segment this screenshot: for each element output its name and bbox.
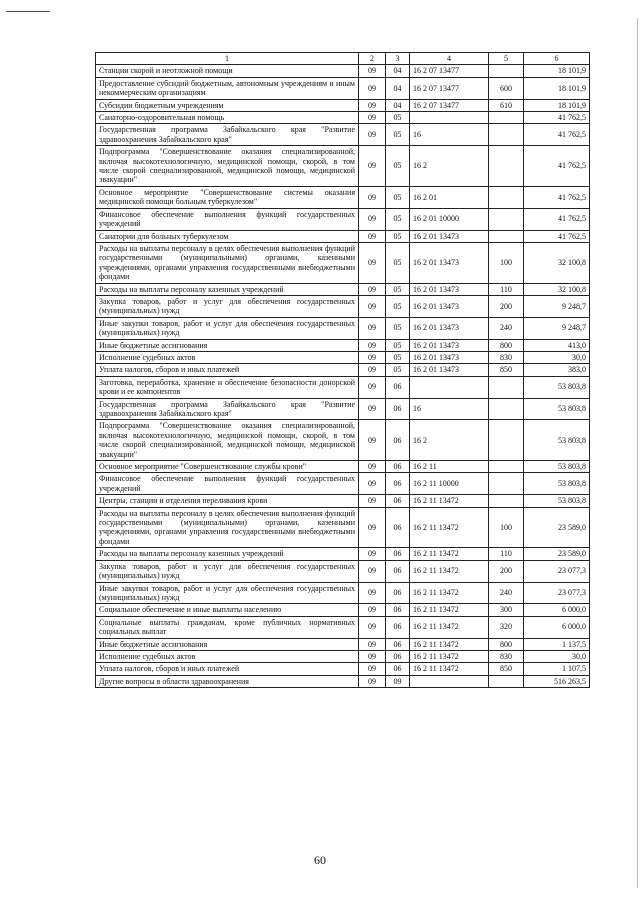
section-code: 09 — [359, 317, 386, 339]
target-article-code: 16 2 01 13473 — [410, 242, 489, 283]
section-code: 09 — [359, 283, 386, 295]
row-name: Расходы на выплаты персоналу в целях обеспечения выполнения функций государственными (муниципальными) органами, казенными учреждениями, органами управления государственными внебюджетными фондами — [96, 242, 359, 283]
row-name: Социальные выплаты гражданам, кроме публичных нормативных социальных выплат — [96, 616, 359, 638]
expense-type-code — [489, 65, 524, 77]
table-row — [96, 295, 590, 317]
subsection-code: 05 — [386, 230, 410, 242]
subsection-code: 05 — [386, 124, 410, 146]
table-row — [96, 616, 590, 638]
subsection-code: 06 — [386, 663, 410, 675]
section-code: 09 — [359, 461, 386, 473]
target-article-code — [410, 376, 489, 398]
expense-type-code: 110 — [489, 548, 524, 560]
subsection-code: 05 — [386, 339, 410, 351]
subsection-code: 06 — [386, 398, 410, 420]
target-article-code — [410, 675, 489, 687]
table-row — [96, 507, 590, 548]
table-row — [96, 351, 590, 363]
subsection-code: 06 — [386, 507, 410, 548]
target-article-code: 16 2 11 — [410, 461, 489, 473]
table-row — [96, 339, 590, 351]
section-code: 09 — [359, 230, 386, 242]
expense-type-code: 100 — [489, 242, 524, 283]
section-code: 09 — [359, 638, 386, 650]
row-name: Основное мероприятие "Совершенствование системы оказания медицинской помощи больным туберкулезом" — [96, 186, 359, 208]
section-code: 09 — [359, 616, 386, 638]
budget-table — [95, 52, 590, 688]
table-row — [96, 675, 590, 687]
table-row — [96, 420, 590, 461]
target-article-code: 16 — [410, 124, 489, 146]
table-row — [96, 548, 590, 560]
amount: 1 107,5 — [524, 663, 590, 675]
row-name: Иные закупки товаров, работ и услуг для обеспечения государственных (муниципальных) нужд — [96, 317, 359, 339]
expense-type-code — [489, 146, 524, 187]
row-name: Государственная программа Забайкальского края "Развитие здравоохранения Забайкальского края" — [96, 398, 359, 420]
section-code: 09 — [359, 376, 386, 398]
column-number: 3 — [386, 53, 410, 65]
expense-type-code — [489, 112, 524, 124]
amount: 23 589,0 — [524, 507, 590, 548]
target-article-code: 16 2 01 10000 — [410, 208, 489, 230]
amount: 41 762,5 — [524, 146, 590, 187]
table-row — [96, 461, 590, 473]
expense-type-code — [489, 230, 524, 242]
amount: 23 077,3 — [524, 560, 590, 582]
row-name: Закупка товаров, работ и услуг для обеспечения государственных (муниципальных) нужд — [96, 560, 359, 582]
target-article-code: 16 2 07 13477 — [410, 77, 489, 99]
scan-edge — [637, 18, 638, 888]
row-name: Уплата налогов, сборов и иных платежей — [96, 364, 359, 376]
target-article-code: 16 2 11 13472 — [410, 650, 489, 662]
row-name: Уплата налогов, сборов и иных платежей — [96, 663, 359, 675]
row-name: Закупка товаров, работ и услуг для обеспечения государственных (муниципальных) нужд — [96, 295, 359, 317]
page-number: 60 — [314, 853, 326, 867]
section-code: 09 — [359, 650, 386, 662]
table-row — [96, 99, 590, 111]
row-name: Финансовое обеспечение выполнения функций государственных учреждений — [96, 473, 359, 495]
section-code: 09 — [359, 112, 386, 124]
amount: 53 803,8 — [524, 376, 590, 398]
expense-type-code: 850 — [489, 663, 524, 675]
target-article-code: 16 2 11 13472 — [410, 548, 489, 560]
table-row — [96, 186, 590, 208]
subsection-code: 06 — [386, 616, 410, 638]
row-name: Санатории для больных туберкулезом — [96, 230, 359, 242]
table-row — [96, 230, 590, 242]
expense-type-code — [489, 420, 524, 461]
expense-type-code: 300 — [489, 604, 524, 616]
table-row — [96, 376, 590, 398]
amount: 32 100,8 — [524, 242, 590, 283]
row-name: Центры, станции и отделения переливания крови — [96, 495, 359, 507]
target-article-code: 16 2 11 13472 — [410, 616, 489, 638]
section-code: 09 — [359, 420, 386, 461]
expense-type-code — [489, 208, 524, 230]
amount: 41 762,5 — [524, 124, 590, 146]
row-name: Подпрограмма "Совершенствование оказания специализированной, включая высокотехнологичную, медицинской помощи, скорой, в том числе скорой специализированной, медицинской помощи, медицинской эвакуации" — [96, 420, 359, 461]
subsection-code: 06 — [386, 461, 410, 473]
table-row — [96, 473, 590, 495]
amount: 53 803,8 — [524, 495, 590, 507]
expense-type-code: 110 — [489, 283, 524, 295]
target-article-code — [410, 112, 489, 124]
target-article-code: 16 2 11 13472 — [410, 638, 489, 650]
row-name: Социальное обеспечение и иные выплаты населению — [96, 604, 359, 616]
row-name: Иные бюджетные ассигнования — [96, 638, 359, 650]
section-code: 09 — [359, 99, 386, 111]
expense-type-code: 600 — [489, 77, 524, 99]
subsection-code: 05 — [386, 351, 410, 363]
section-code: 09 — [359, 604, 386, 616]
subsection-code: 05 — [386, 146, 410, 187]
expense-type-code — [489, 376, 524, 398]
expense-type-code — [489, 186, 524, 208]
subsection-code: 04 — [386, 99, 410, 111]
subsection-code: 05 — [386, 112, 410, 124]
expense-type-code: 830 — [489, 650, 524, 662]
section-code: 09 — [359, 663, 386, 675]
expense-type-code: 320 — [489, 616, 524, 638]
row-name: Санаторно-оздоровительная помощь — [96, 112, 359, 124]
target-article-code: 16 2 07 13477 — [410, 99, 489, 111]
target-article-code: 16 2 11 13472 — [410, 663, 489, 675]
expense-type-code: 610 — [489, 99, 524, 111]
expense-type-code: 200 — [489, 295, 524, 317]
target-article-code: 16 2 11 10000 — [410, 473, 489, 495]
table-row — [96, 242, 590, 283]
amount: 41 762,5 — [524, 112, 590, 124]
amount: 23 077,3 — [524, 582, 590, 604]
target-article-code: 16 2 01 13473 — [410, 351, 489, 363]
table-row — [96, 398, 590, 420]
target-article-code: 16 2 01 13473 — [410, 283, 489, 295]
section-code: 09 — [359, 242, 386, 283]
amount: 9 248,7 — [524, 317, 590, 339]
table-row — [96, 495, 590, 507]
amount: 6 000,0 — [524, 616, 590, 638]
target-article-code: 16 2 01 — [410, 186, 489, 208]
target-article-code: 16 2 01 13473 — [410, 339, 489, 351]
expense-type-code: 200 — [489, 560, 524, 582]
subsection-code: 05 — [386, 364, 410, 376]
row-name: Иные закупки товаров, работ и услуг для обеспечения государственных (муниципальных) нужд — [96, 582, 359, 604]
section-code: 09 — [359, 295, 386, 317]
expense-type-code: 240 — [489, 582, 524, 604]
table-row — [96, 638, 590, 650]
section-code: 09 — [359, 675, 386, 687]
subsection-code: 06 — [386, 560, 410, 582]
table-row — [96, 124, 590, 146]
amount: 32 100,8 — [524, 283, 590, 295]
amount: 9 248,7 — [524, 295, 590, 317]
expense-type-code: 800 — [489, 339, 524, 351]
row-name: Подпрограмма "Совершенствование оказания специализированной, включая высокотехнологичную, медицинской помощи, скорой, в том числе скорой специализированной, медицинской помощи, медицинской эвакуации" — [96, 146, 359, 187]
amount: 53 803,8 — [524, 461, 590, 473]
row-name: Основное мероприятие "Совершенствование службы крови" — [96, 461, 359, 473]
target-article-code: 16 2 01 13473 — [410, 364, 489, 376]
subsection-code: 06 — [386, 650, 410, 662]
table-row — [96, 604, 590, 616]
amount: 53 803,8 — [524, 420, 590, 461]
expense-type-code — [489, 124, 524, 146]
row-name: Расходы на выплаты персоналу казенных учреждений — [96, 548, 359, 560]
column-number: 2 — [359, 53, 386, 65]
subsection-code: 05 — [386, 317, 410, 339]
expense-type-code — [489, 473, 524, 495]
amount: 18 101,9 — [524, 65, 590, 77]
target-article-code: 16 2 01 13473 — [410, 317, 489, 339]
section-code: 09 — [359, 582, 386, 604]
top-rule — [6, 11, 50, 12]
amount: 18 101,9 — [524, 77, 590, 99]
table-row — [96, 283, 590, 295]
subsection-code: 06 — [386, 473, 410, 495]
target-article-code: 16 2 — [410, 146, 489, 187]
amount: 1 137,5 — [524, 638, 590, 650]
expense-type-code — [489, 461, 524, 473]
section-code: 09 — [359, 351, 386, 363]
section-code: 09 — [359, 186, 386, 208]
amount: 18 101,9 — [524, 99, 590, 111]
expense-type-code: 850 — [489, 364, 524, 376]
subsection-code: 06 — [386, 420, 410, 461]
amount: 413,0 — [524, 339, 590, 351]
amount: 23 589,0 — [524, 548, 590, 560]
table-row — [96, 560, 590, 582]
table-row — [96, 146, 590, 187]
subsection-code: 09 — [386, 675, 410, 687]
subsection-code: 05 — [386, 242, 410, 283]
target-article-code: 16 2 07 13477 — [410, 65, 489, 77]
table-row — [96, 77, 590, 99]
amount: 383,0 — [524, 364, 590, 376]
table-row — [96, 65, 590, 77]
row-name: Исполнение судебных актов — [96, 351, 359, 363]
expense-type-code: 100 — [489, 507, 524, 548]
target-article-code: 16 2 11 13472 — [410, 560, 489, 582]
subsection-code: 06 — [386, 638, 410, 650]
target-article-code: 16 2 11 13472 — [410, 495, 489, 507]
subsection-code: 06 — [386, 376, 410, 398]
section-code: 09 — [359, 473, 386, 495]
column-number: 6 — [524, 53, 590, 65]
table-row — [96, 112, 590, 124]
section-code: 09 — [359, 65, 386, 77]
column-number-row — [96, 53, 590, 65]
expense-type-code — [489, 675, 524, 687]
target-article-code: 16 2 11 13472 — [410, 582, 489, 604]
target-article-code: 16 — [410, 398, 489, 420]
expense-type-code: 830 — [489, 351, 524, 363]
row-name: Расходы на выплаты персоналу в целях обеспечения выполнения функций государственными (муниципальными) органами, казенными учреждениями, органами управления государственными внебюджетными фондами — [96, 507, 359, 548]
table-row — [96, 650, 590, 662]
subsection-code: 06 — [386, 548, 410, 560]
target-article-code: 16 2 01 13473 — [410, 295, 489, 317]
column-number: 5 — [489, 53, 524, 65]
subsection-code: 04 — [386, 65, 410, 77]
expense-type-code: 240 — [489, 317, 524, 339]
row-name: Иные бюджетные ассигнования — [96, 339, 359, 351]
section-code: 09 — [359, 77, 386, 99]
amount: 53 803,8 — [524, 473, 590, 495]
row-name: Расходы на выплаты персоналу казенных учреждений — [96, 283, 359, 295]
section-code: 09 — [359, 364, 386, 376]
section-code: 09 — [359, 124, 386, 146]
subsection-code: 06 — [386, 604, 410, 616]
row-name: Заготовка, переработка, хранение и обеспечение безопасности донорской крови и ее компонентов — [96, 376, 359, 398]
row-name: Исполнение судебных актов — [96, 650, 359, 662]
section-code: 09 — [359, 548, 386, 560]
subsection-code: 05 — [386, 186, 410, 208]
target-article-code: 16 2 01 13473 — [410, 230, 489, 242]
section-code: 09 — [359, 507, 386, 548]
table-row — [96, 663, 590, 675]
amount: 53 803,8 — [524, 398, 590, 420]
amount: 41 762,5 — [524, 208, 590, 230]
subsection-code: 04 — [386, 77, 410, 99]
section-code: 09 — [359, 560, 386, 582]
subsection-code: 06 — [386, 582, 410, 604]
row-name: Предоставление субсидий бюджетным, автономным учреждениям и иным некоммерческим организациям — [96, 77, 359, 99]
table-row — [96, 208, 590, 230]
table-row — [96, 317, 590, 339]
amount: 41 762,5 — [524, 186, 590, 208]
subsection-code: 05 — [386, 295, 410, 317]
column-number: 1 — [96, 53, 359, 65]
row-name: Государственная программа Забайкальского края "Развитие здравоохранения Забайкальского края" — [96, 124, 359, 146]
target-article-code: 16 2 11 13472 — [410, 507, 489, 548]
subsection-code: 05 — [386, 208, 410, 230]
amount: 30,0 — [524, 351, 590, 363]
table-body — [96, 65, 590, 688]
section-code: 09 — [359, 339, 386, 351]
amount: 6 000,0 — [524, 604, 590, 616]
table-row — [96, 582, 590, 604]
section-code: 09 — [359, 398, 386, 420]
subsection-code: 05 — [386, 283, 410, 295]
row-name: Финансовое обеспечение выполнения функций государственных учреждений — [96, 208, 359, 230]
amount: 30,0 — [524, 650, 590, 662]
row-name: Субсидии бюджетным учреждениям — [96, 99, 359, 111]
row-name: Другие вопросы в области здравоохранения — [96, 675, 359, 687]
column-number: 4 — [410, 53, 489, 65]
subsection-code: 06 — [386, 495, 410, 507]
table-row — [96, 364, 590, 376]
amount: 41 762,5 — [524, 230, 590, 242]
target-article-code: 16 2 11 13472 — [410, 604, 489, 616]
expense-type-code — [489, 398, 524, 420]
expense-type-code — [489, 495, 524, 507]
row-name: Станции скорой и неотложной помощи — [96, 65, 359, 77]
target-article-code: 16 2 — [410, 420, 489, 461]
amount: 516 263,5 — [524, 675, 590, 687]
section-code: 09 — [359, 208, 386, 230]
section-code: 09 — [359, 146, 386, 187]
section-code: 09 — [359, 495, 386, 507]
expense-type-code: 800 — [489, 638, 524, 650]
